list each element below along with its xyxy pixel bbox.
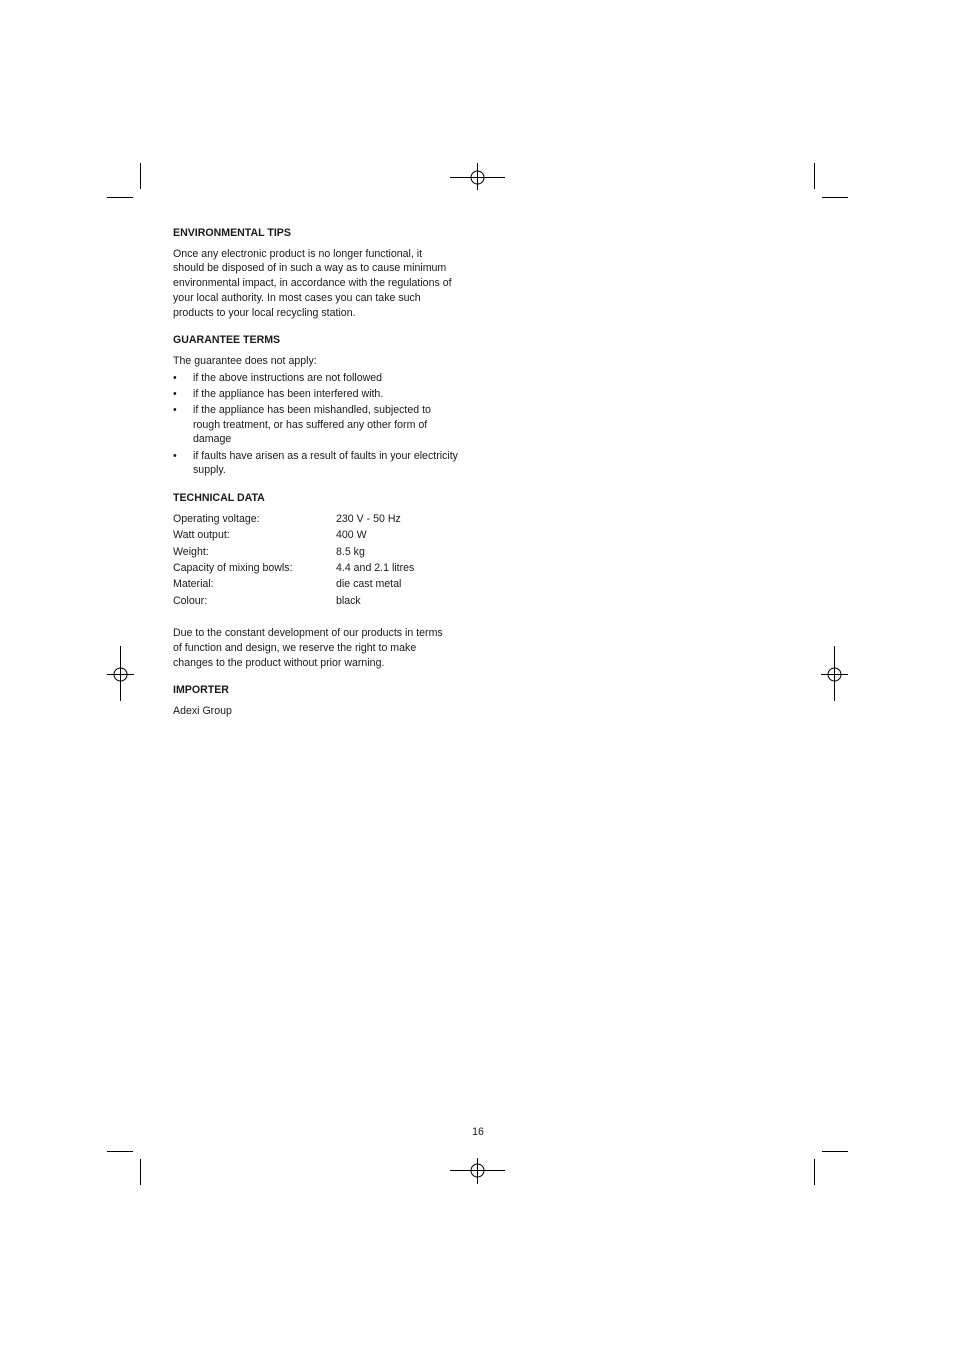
importer-name: Adexi Group [173,704,232,717]
list-item-line: supply. [193,464,226,477]
spec-value: 400 W [336,529,367,542]
spec-label: Capacity of mixing bowls: [173,561,293,574]
list-item [173,371,473,386]
list-item [173,403,473,447]
importer-section [173,683,473,718]
registration-mark-top [450,163,505,190]
bullet-icon: • [173,404,177,417]
list-item-line: if faults have arisen as a result of faults in your electricity [193,449,458,462]
spec-value: 8.5 kg [336,545,365,558]
spec-label: Material: [173,578,214,591]
list-item-line: if the above instructions are not followed [193,371,383,384]
bullet-icon: • [173,371,177,384]
spec-label: Weight: [173,545,209,558]
spec-value: die cast metal [336,578,402,591]
spec-label: Colour: [173,594,208,607]
environmental-tips-section [173,226,473,320]
paragraph-line: of function and design, we reserve the right to make [173,641,417,654]
guarantee-terms-section [173,333,473,478]
spec-label: Operating voltage: [173,512,260,525]
importer-heading: IMPORTER [173,684,229,697]
list-item-line: rough treatment, or has suffered any other form of [193,418,428,431]
list-item-line: if the appliance has been interfered with. [193,387,384,400]
environmental-tips-paragraph [173,247,473,321]
paragraph-line: environmental impact, in accordance with the regulations of [173,277,452,290]
table-row [173,545,473,561]
bullet-icon: • [173,387,177,400]
list-item-line: damage [193,433,232,446]
development-note-paragraph [173,626,473,670]
list-item-line: if the appliance has been mishandled, subjected to [193,404,431,417]
technical-data-section [173,491,473,670]
paragraph-line: changes to the product without prior warning. [173,656,385,669]
table-row [173,594,473,610]
paragraph-line: Once any electronic product is no longer functional, it [173,247,423,260]
bullet-icon: • [173,449,177,462]
table-row [173,561,473,577]
guarantee-exclusions-list [173,371,473,478]
paragraph-line: Due to the constant development of our products in terms [173,627,443,640]
guarantee-terms-heading: GUARANTEE TERMS [173,334,281,347]
paragraph-line: products to your local recycling station. [173,306,356,319]
spec-label: Watt output: [173,529,230,542]
list-item [173,387,473,402]
paragraph-line: should be disposed of in such a way as to cause minimum [173,262,447,275]
spec-value: 230 V - 50 Hz [336,512,401,525]
registration-mark-left [107,646,134,701]
environmental-tips-heading: ENVIRONMENTAL TIPS [173,227,291,239]
list-item [173,449,473,478]
guarantee-intro: The guarantee does not apply: [173,354,317,367]
paragraph-line: your local authority. In most cases you can take such [173,291,421,304]
spec-value: black [336,594,361,607]
page-content [173,226,473,732]
registration-mark-bottom [450,1158,505,1184]
table-row [173,528,473,544]
registration-mark-right [821,646,848,701]
table-row [173,577,473,593]
technical-data-table [173,512,473,610]
spec-value: 4.4 and 2.1 litres [336,561,415,574]
page-number: 16 [472,1126,484,1138]
table-row [173,512,473,528]
technical-data-heading: TECHNICAL DATA [173,492,265,505]
